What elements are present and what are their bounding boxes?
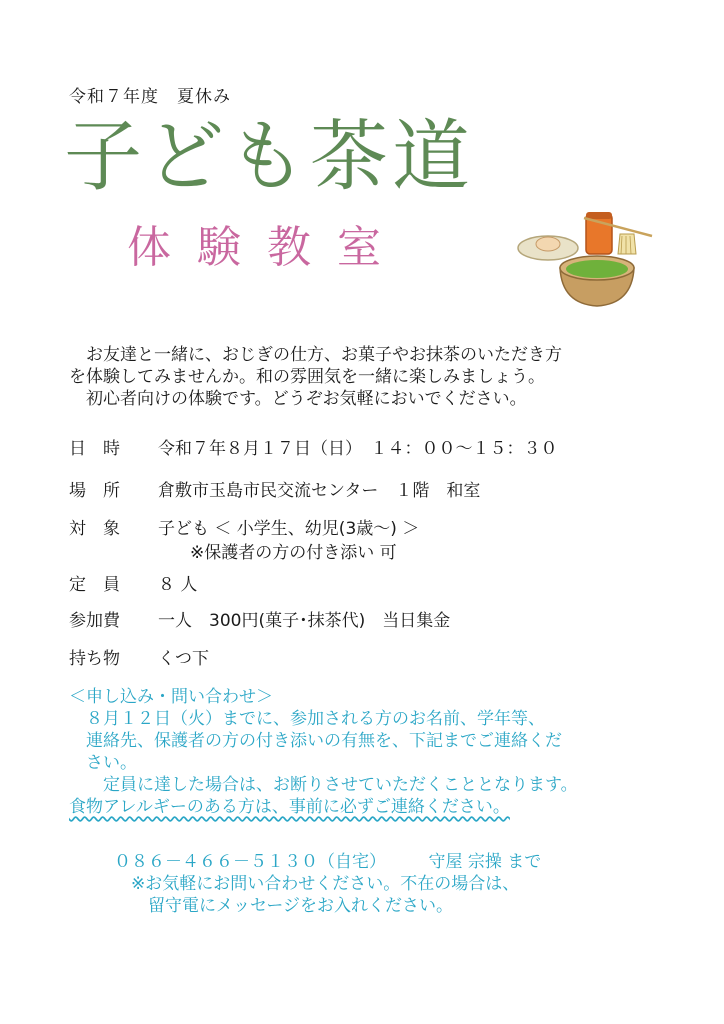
contact-section [69, 686, 719, 818]
contact-heading: ＜申し込み・問い合わせ＞ [69, 687, 273, 707]
bring-value: くつ下 [158, 649, 209, 669]
phone-number-line: ０８６－４６６－５１３０（自宅） 守屋 宗操 まで [114, 852, 542, 872]
target-label: 対 象 [69, 519, 120, 539]
contact-line: さい。 [69, 753, 137, 773]
date-value: 令和７年８月１７日（日） １４：００～１５：３０ [158, 439, 558, 459]
capacity-label: 定 員 [69, 575, 120, 595]
target-value: 子ども ＜ 小学生、幼児(3歳～) ＞ [158, 519, 420, 539]
fee-label: 参加費 [69, 611, 120, 631]
contact-line: ８月１２日（火）までに、参加される方のお名前、学年等、 [69, 709, 545, 729]
place-value: 倉敷市玉島市民交流センター １階 和室 [158, 481, 481, 501]
place-label: 場 所 [69, 481, 120, 501]
page-subtitle: 体験教室 [127, 222, 407, 273]
capacity-value: ８ 人 [158, 575, 198, 595]
bring-label: 持ち物 [69, 649, 120, 669]
contact-line: 定員に達した場合は、お断りさせていただくこととなります。 [69, 775, 578, 795]
date-label: 日 時 [69, 439, 120, 459]
target-note: ※保護者の方の付き添い 可 [190, 543, 397, 563]
phone-note-line: 留守電にメッセージをお入れください。 [114, 896, 453, 916]
tea-ceremony-illustration-icon [512, 206, 662, 316]
intro-line: 初心者向けの体験です。どうぞお気軽においでください。 [69, 389, 527, 409]
intro-line: を体験してみませんか。和の雰囲気を一緒に楽しみましょう。 [69, 367, 545, 387]
intro-text [69, 344, 709, 410]
intro-line: お友達と一緒に、おじぎの仕方、お菓子やお抹茶のいただき方 [69, 345, 562, 365]
phone-note-line: ※お気軽にお問い合わせください。不在の場合は、 [114, 874, 520, 894]
phone-section [114, 851, 541, 917]
contact-line: 連絡先、保護者の方の付き添いの有無を、下記までご連絡くだ [69, 731, 562, 751]
allergy-notice: 食物アレルギーのある方は、事前に必ずご連絡ください。 [69, 797, 510, 817]
fee-value: 一人 300円(菓子･抹茶代) 当日集金 [158, 611, 451, 631]
page-title: 子ども茶道 [64, 112, 475, 202]
year-line: 令和７年度 夏休み [69, 87, 231, 107]
